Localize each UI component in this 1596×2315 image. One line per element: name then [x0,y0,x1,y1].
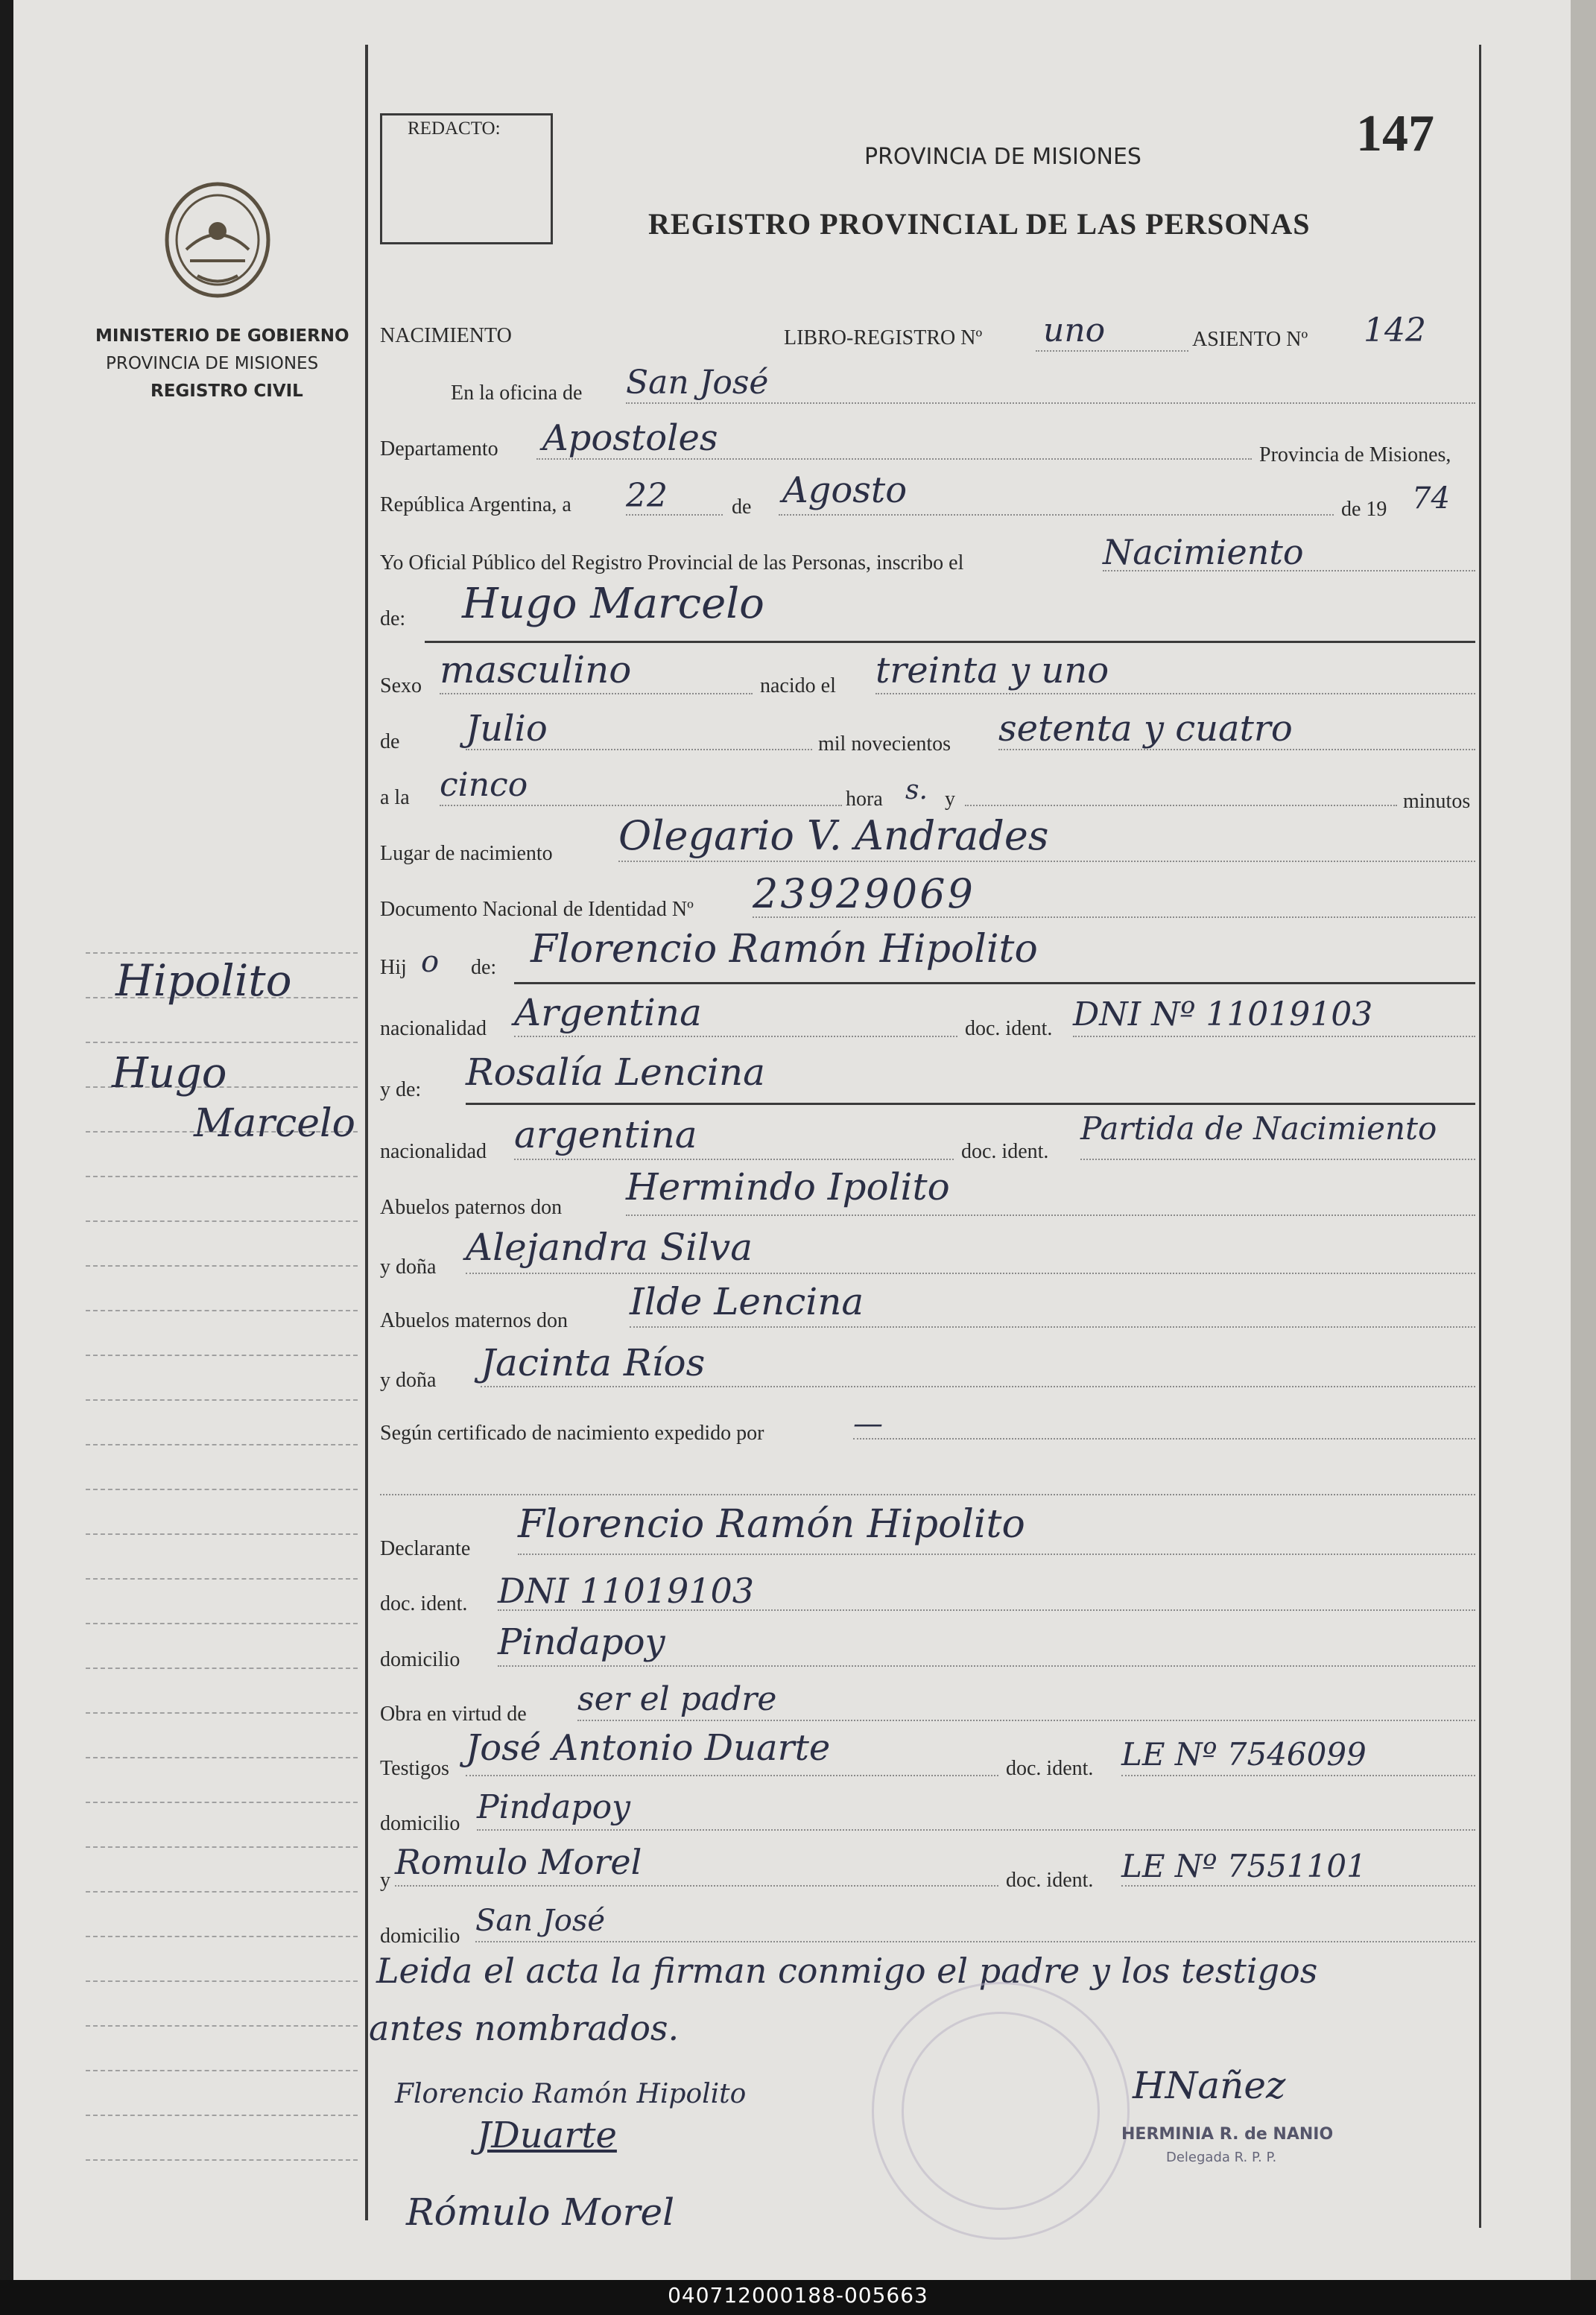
margin-ruled-line [86,2115,358,2116]
mil-value: setenta y cuatro [998,708,1293,750]
y-label: y [945,788,955,811]
oficina-label: En la oficina de [451,381,583,405]
obra-label: Obra en virtud de [380,1703,527,1726]
margin-ruled-line [86,952,358,954]
margin-note-name1: Hugo [112,1049,227,1098]
testigo1-domicilio-value: Pindapoy [477,1788,630,1826]
mother-doc-value: Partida de Nacimiento [1080,1110,1437,1147]
mother-nac-label: nacionalidad [380,1140,487,1163]
form-dotted-line [477,1829,1475,1831]
declarante-label: Declarante [380,1537,471,1560]
abuela-paterna-label: y doña [380,1255,437,1279]
closing-line2: antes nombrados. [369,2008,680,2048]
witness1-signature: JDuarte [477,2115,617,2156]
margin-ruled-line [86,1533,358,1535]
testigos-label: Testigos [380,1757,449,1780]
margin-ruled-line [86,1712,358,1714]
abuelo-paterno-value: Hermindo Ipolito [626,1165,950,1209]
official-stamp-name: HERMINIA R. de NANIO [1121,2125,1334,2144]
form-dotted-line [518,1554,1475,1555]
declarante-domicilio-label: domicilio [380,1648,460,1671]
witness2-signature: Rómulo Morel [406,2191,675,2234]
lugar-label: Lugar de nacimiento [380,842,553,865]
father-doc-label: doc. ident. [965,1017,1053,1040]
form-dotted-line [630,1326,1475,1328]
father-nac-label: nacionalidad [380,1017,487,1040]
record-type-label: NACIMIENTO [380,324,512,347]
form-dotted-line [618,861,1475,862]
form-dotted-line [514,1159,954,1160]
testigo2-doc-label: doc. ident. [1006,1869,1094,1892]
ministry-line2: PROVINCIA DE MISIONES [106,354,319,373]
margin-ruled-line [86,1355,358,1356]
birth-month-value: Julio [466,708,548,750]
form-dotted-line [395,1885,998,1887]
de-label: de [732,495,752,519]
mother-nac-value: argentina [514,1113,697,1156]
hora-value: s. [905,775,928,805]
form-dotted-line [626,402,1475,404]
margin-ruled-line [86,2070,358,2071]
margin-ruled-line [86,2159,358,2161]
ala-label: a la [380,786,410,809]
segun-value: — [853,1407,883,1441]
page-edge [1571,0,1596,2280]
mil-label: mil novecientos [818,732,951,756]
margin-ruled-line [86,1399,358,1401]
margin-ruled-line [86,1444,358,1445]
declarante-value: Florencio Ramón Hipolito [518,1502,1025,1547]
nacido-value: treinta y uno [875,650,1109,691]
form-dotted-line [380,1494,1475,1495]
hora-label: hora [846,788,883,811]
form-dotted-line [481,1386,1475,1387]
hijo-suffix: o [421,945,440,979]
sexo-label: Sexo [380,674,422,697]
form-dotted-line [1073,1036,1475,1037]
testigo2-doc-value: LE Nº 7551101 [1121,1848,1367,1884]
registry-heading: REGISTRO PROVINCIAL DE LAS PERSONAS [648,207,1311,241]
margin-ruled-line [86,1220,358,1222]
ministry-line1: MINISTERIO DE GOBIERNO [95,326,349,346]
closing-line1: Leida el acta la firman conmigo el padre y los testigos [376,1951,1318,1991]
form-dotted-line [466,1273,1475,1274]
sexo-value: masculino [440,648,632,691]
province-heading: PROVINCIA DE MISIONES [864,144,1141,170]
abuela-materna-label: y doña [380,1369,437,1392]
form-dotted-line [965,805,1397,806]
mother-label: y de: [380,1078,422,1101]
form-dotted-line [853,1438,1475,1440]
testigo1-doc-label: doc. ident. [1006,1757,1094,1780]
abuela-materna-value: Jacinta Ríos [481,1341,706,1384]
margin-ruled-line [86,1936,358,1937]
departamento-label: Departamento [380,437,498,460]
page-number: 147 [1356,105,1434,162]
form-dotted-line [440,693,753,694]
redacto-label: REDACTO: [408,118,501,139]
official-stamp-title: Delegada R. P. P. [1166,2150,1277,2165]
margin-ruled-line [86,1578,358,1580]
provincia-suffix: Provincia de Misiones, [1259,443,1451,466]
abuelo-materno-value: Ilde Lencina [630,1280,864,1323]
year-prefix: de 19 [1341,498,1387,521]
left-margin-rule [365,45,368,2220]
form-solid-line [514,982,1475,984]
lugar-value: Olegario V. Andrades [618,812,1049,859]
oficial-text: Yo Oficial Público del Registro Provincial de las Personas, inscribo el [380,551,964,574]
mother-name-value: Rosalía Lencina [466,1051,765,1094]
form-solid-line [466,1103,1475,1105]
father-nac-value: Argentina [514,991,702,1034]
margin-note-name2: Marcelo [194,1101,355,1146]
segun-label: Según certificado de nacimiento expedido por [380,1422,764,1445]
abuelos-paternos-label: Abuelos paternos don [380,1196,563,1219]
abuela-paterna-value: Alejandra Silva [466,1226,753,1269]
form-dotted-line [1080,1159,1475,1160]
margin-ruled-line [86,1757,358,1758]
month-value: Agosto [782,469,908,511]
hijo-label: Hij [380,956,407,979]
margin-ruled-line [86,1623,358,1624]
form-dotted-line [466,1775,998,1776]
name-label: de: [380,607,406,630]
margin-ruled-line [86,1265,358,1267]
declarante-doc-label: doc. ident. [380,1592,468,1615]
margin-ruled-line [86,2025,358,2027]
official-round-stamp-inner [902,2012,1100,2210]
form-dotted-line [1121,1775,1475,1776]
form-dotted-line [498,1665,1475,1667]
republica-label: República Argentina, a [380,493,571,516]
departamento-value: Apostoles [542,417,718,459]
mother-doc-label: doc. ident. [961,1140,1049,1163]
day-value: 22 [626,477,668,515]
testigo1-domicilio-label: domicilio [380,1812,460,1835]
abuelos-maternos-label: Abuelos maternos don [380,1309,568,1332]
testigo1-value: José Antonio Duarte [466,1727,831,1769]
form-dotted-line [475,1941,1475,1942]
inscribo-value: Nacimiento [1103,532,1304,572]
margin-note-surname: Hipolito [115,955,292,1006]
testigo1-doc-value: LE Nº 7546099 [1121,1736,1367,1773]
margin-ruled-line [86,1980,358,1982]
birth-month-label: de [380,730,400,753]
redacto-box [380,113,553,244]
margin-ruled-line [86,1489,358,1490]
nacido-label: nacido el [760,674,836,697]
minutos-label: minutos [1403,790,1471,813]
father-name-value: Florencio Ramón Hipolito [531,927,1038,972]
margin-ruled-line [86,1310,358,1311]
libro-label: LIBRO-REGISTRO Nº [784,326,983,349]
asiento-label: ASIENTO Nº [1192,328,1308,351]
margin-ruled-line [86,1891,358,1893]
margin-ruled-line [86,1668,358,1669]
father-signature: Florencio Ramón Hipolito [395,2079,747,2109]
declarante-domicilio-value: Pindapoy [498,1621,665,1663]
obra-value: ser el padre [577,1680,777,1718]
hijo-de-label: de: [471,956,497,979]
margin-ruled-line [86,1802,358,1803]
dni-value: 23929069 [753,870,975,917]
form-dotted-line [440,805,842,806]
margin-ruled-line [86,1846,358,1848]
official-signature: HNañez [1133,2064,1286,2107]
right-margin-rule [1479,45,1481,2228]
oficina-value: San José [626,364,769,402]
asiento-value: 142 [1364,311,1426,349]
margin-ruled-line [86,1176,358,1177]
dni-label: Documento Nacional de Identidad Nº [380,898,694,921]
form-dotted-line [1036,350,1188,352]
form-dotted-line [514,1036,957,1037]
form-dotted-line [1121,1885,1475,1887]
barcode-id: 040712000188-005663 [668,2283,928,2308]
testigo2-domicilio-label: domicilio [380,1925,460,1948]
year-value: 74 [1412,481,1450,516]
form-solid-line [425,641,1475,643]
ala-value: cinco [440,766,528,804]
child-name-value: Hugo Marcelo [462,580,764,628]
ministry-line3: REGISTRO CIVIL [151,381,303,401]
declarante-doc-value: DNI 11019103 [498,1571,755,1611]
father-doc-value: DNI Nº 11019103 [1073,995,1373,1033]
libro-value: uno [1043,311,1106,349]
form-dotted-line [626,1214,1475,1216]
testigo2-value: Romulo Morel [395,1842,642,1882]
testigo2-domicilio-value: San José [475,1904,606,1938]
form-dotted-line [779,514,1334,516]
margin-ruled-line [86,1042,358,1043]
form-dotted-line [577,1720,1475,1721]
provincial-seal-emblem [160,179,276,302]
form-dotted-line [875,693,1475,694]
testigo2-label: y [380,1869,390,1892]
